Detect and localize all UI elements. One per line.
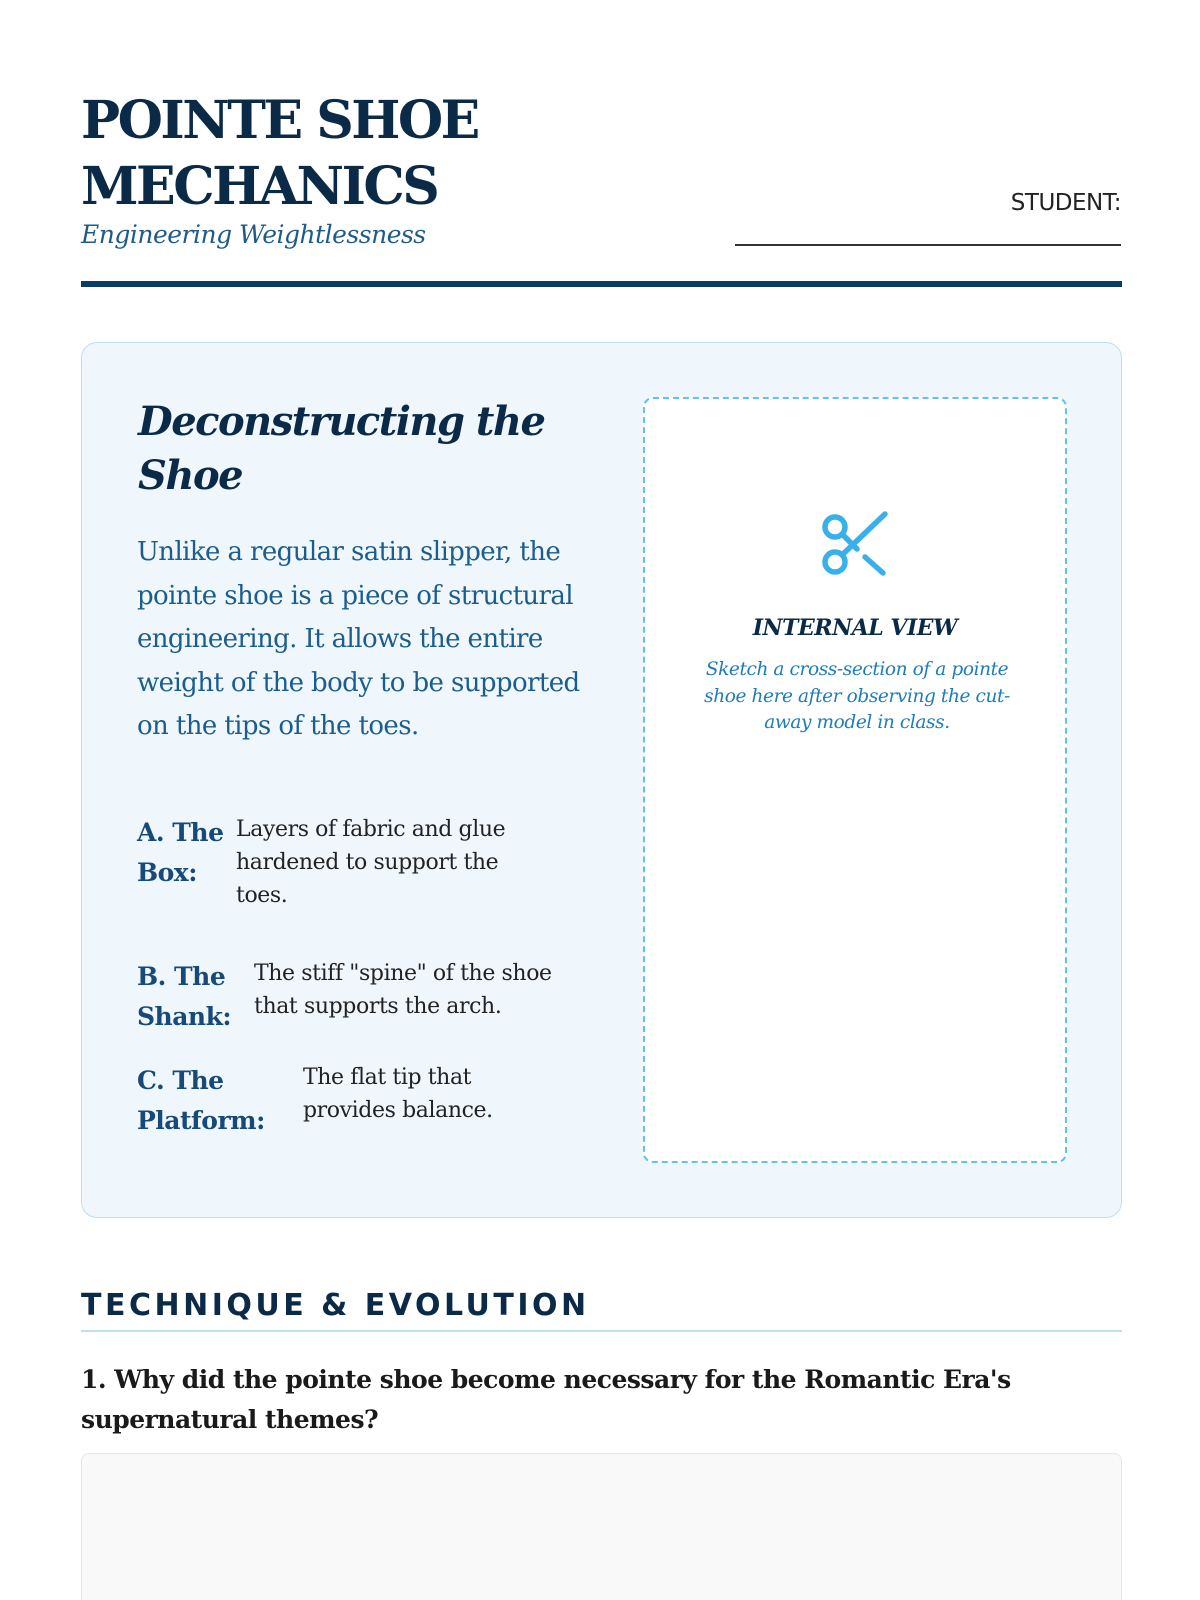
part-label: B. The Shank: — [137, 962, 232, 1031]
worksheet-header — [81, 88, 1121, 288]
title-line-1: POINTE SHOE — [81, 90, 478, 151]
scissors-icon — [821, 509, 891, 579]
sketch-instructions: Sketch a cross-section of a pointe shoe here after observing the cut-away model in class. — [704, 659, 1010, 733]
part-description: The stiff "spine" of the shoe that supports the arch. — [254, 961, 552, 1019]
card-title-line-2: Shoe — [138, 452, 243, 499]
part-item-box — [137, 813, 536, 912]
part-label: C. The Platform: — [137, 1066, 265, 1135]
question-1: 1. Why did the pointe shoe become necessary for the Romantic Era's supernatural themes? — [81, 1365, 1011, 1434]
card-title-line-1: Deconstructing the — [138, 398, 545, 445]
page-title — [81, 88, 1121, 220]
section-title: TECHNIQUE & EVOLUTION — [81, 1288, 590, 1323]
sketch-title: INTERNAL VIEW — [752, 615, 958, 641]
student-label: STUDENT: — [1010, 190, 1121, 216]
card-title — [138, 395, 578, 503]
page-subtitle: Engineering Weightlessness — [81, 220, 426, 249]
card-intro-text: Unlike a regular satin slipper, the pointe shoe is a piece of structural engineering. It allows the entire weight of the body to be supported on the tips of the toes. — [137, 537, 580, 741]
answer-box-1[interactable] — [81, 1453, 1122, 1600]
header-divider — [81, 281, 1122, 287]
part-description: Layers of fabric and glue hardened to support the toes. — [236, 817, 506, 908]
part-label: A. The Box: — [137, 818, 224, 887]
title-line-2: MECHANICS — [81, 156, 438, 217]
part-item-shank — [137, 957, 574, 1037]
sketch-area[interactable] — [643, 397, 1067, 1163]
part-description: The flat tip that provides balance. — [303, 1065, 493, 1123]
deconstruct-card — [81, 342, 1122, 1218]
student-name-line[interactable] — [735, 244, 1121, 246]
part-item-platform — [137, 1061, 533, 1141]
section-divider — [81, 1330, 1122, 1332]
